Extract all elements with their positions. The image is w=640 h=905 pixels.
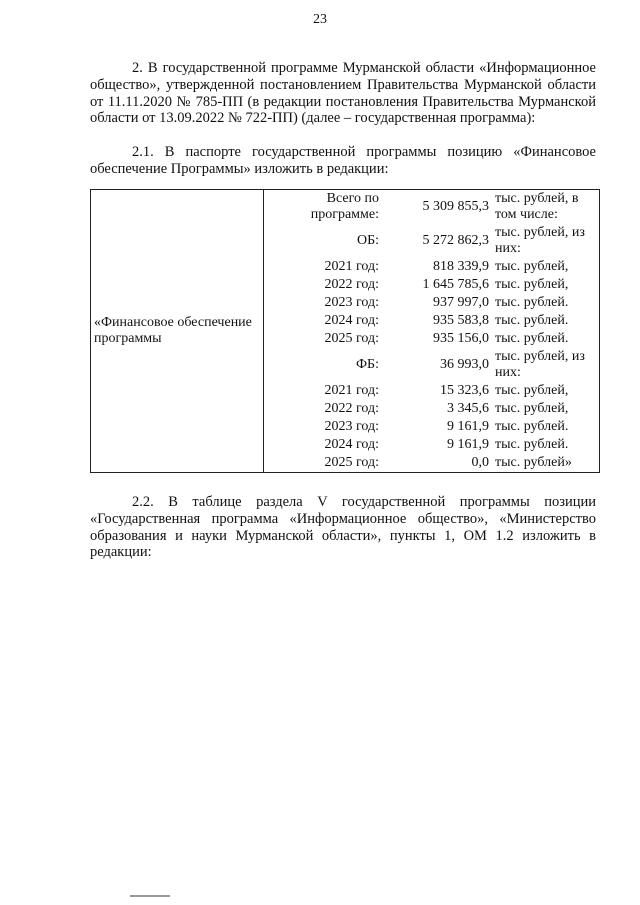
row-label: ОБ:	[264, 224, 383, 258]
row-label: 2024 год:	[264, 436, 383, 454]
row-amount: 937 997,0	[433, 294, 489, 310]
row-label: Всего по программе:	[264, 190, 383, 225]
row-amount: 15 323,6	[440, 382, 489, 398]
row-unit: тыс. рублей,	[492, 258, 600, 276]
row-unit: тыс. рублей, в том числе:	[492, 190, 600, 225]
row-label: 2025 год:	[264, 330, 383, 348]
row-label: 2021 год:	[264, 382, 383, 400]
row-unit: тыс. рублей,	[492, 382, 600, 400]
row-amount: 3 345,6	[447, 400, 489, 416]
row-label: 2022 год:	[264, 276, 383, 294]
row-amount: 0,0	[382, 454, 492, 473]
row-unit: тыс. рублей,	[492, 276, 600, 294]
paragraph-2-2: 2.2. В таблице раздела V государственной программы позиции «Государственная программа «Информационное общество», «Министерство образования и науки Мурманской области», пункты 1, ОМ 1.2 изложить в редакции:	[90, 494, 596, 561]
row-amount: 9 161,9	[447, 436, 489, 452]
row-label: 2022 год:	[264, 400, 383, 418]
row-label: 2023 год:	[264, 418, 383, 436]
row-unit: тыс. рублей.	[492, 418, 600, 436]
row-unit: тыс. рублей, из них:	[492, 224, 600, 258]
row-amount: 935 583,8	[433, 312, 489, 328]
row-label: 2024 год:	[264, 312, 383, 330]
row-label: 2025 год:	[264, 454, 383, 473]
row-label: 2021 год:	[264, 258, 383, 276]
row-unit: тыс. рублей.	[492, 436, 600, 454]
row-unit: тыс. рублей, из них:	[492, 348, 600, 382]
row-amount: 5 309 855,3	[382, 190, 492, 225]
row-amount: 818 339,9	[433, 258, 489, 274]
table-row	[91, 190, 600, 225]
row-unit: тыс. рублей.	[492, 294, 600, 312]
row-unit: тыс. рублей.	[492, 312, 600, 330]
row-unit: тыс. рублей.	[492, 330, 600, 348]
row-amount: 1 645 785,6	[422, 276, 489, 292]
scan-artifact-mark	[130, 895, 170, 897]
row-amount: 36 993,0	[440, 356, 489, 372]
page-number: 23	[313, 12, 327, 27]
financing-label: «Финансовое обеспечение программы	[91, 190, 264, 473]
paragraph-2: 2. В государственной программе Мурманской области «Информационное общество», утвержденной постановлением Правительства Мурманской области от 11.11.2020 № 785-ПП (в редакции постановления Правительства Мурманской области от 13.09.2022 № 722-ПП) (далее – государственная программа):	[90, 60, 596, 127]
paragraph-2-1: 2.1. В паспорте государственной программы позицию «Финансовое обеспечение Программы» изложить в редакции:	[90, 144, 596, 177]
row-label: 2023 год:	[264, 294, 383, 312]
row-unit: тыс. рублей,	[492, 400, 600, 418]
row-amount: 5 272 862,3	[422, 232, 489, 248]
row-label: ФБ:	[264, 348, 383, 382]
row-amount: 935 156,0	[433, 330, 489, 346]
financing-table	[90, 189, 600, 473]
row-amount: 9 161,9	[447, 418, 489, 434]
row-unit: тыс. рублей»	[492, 454, 600, 473]
